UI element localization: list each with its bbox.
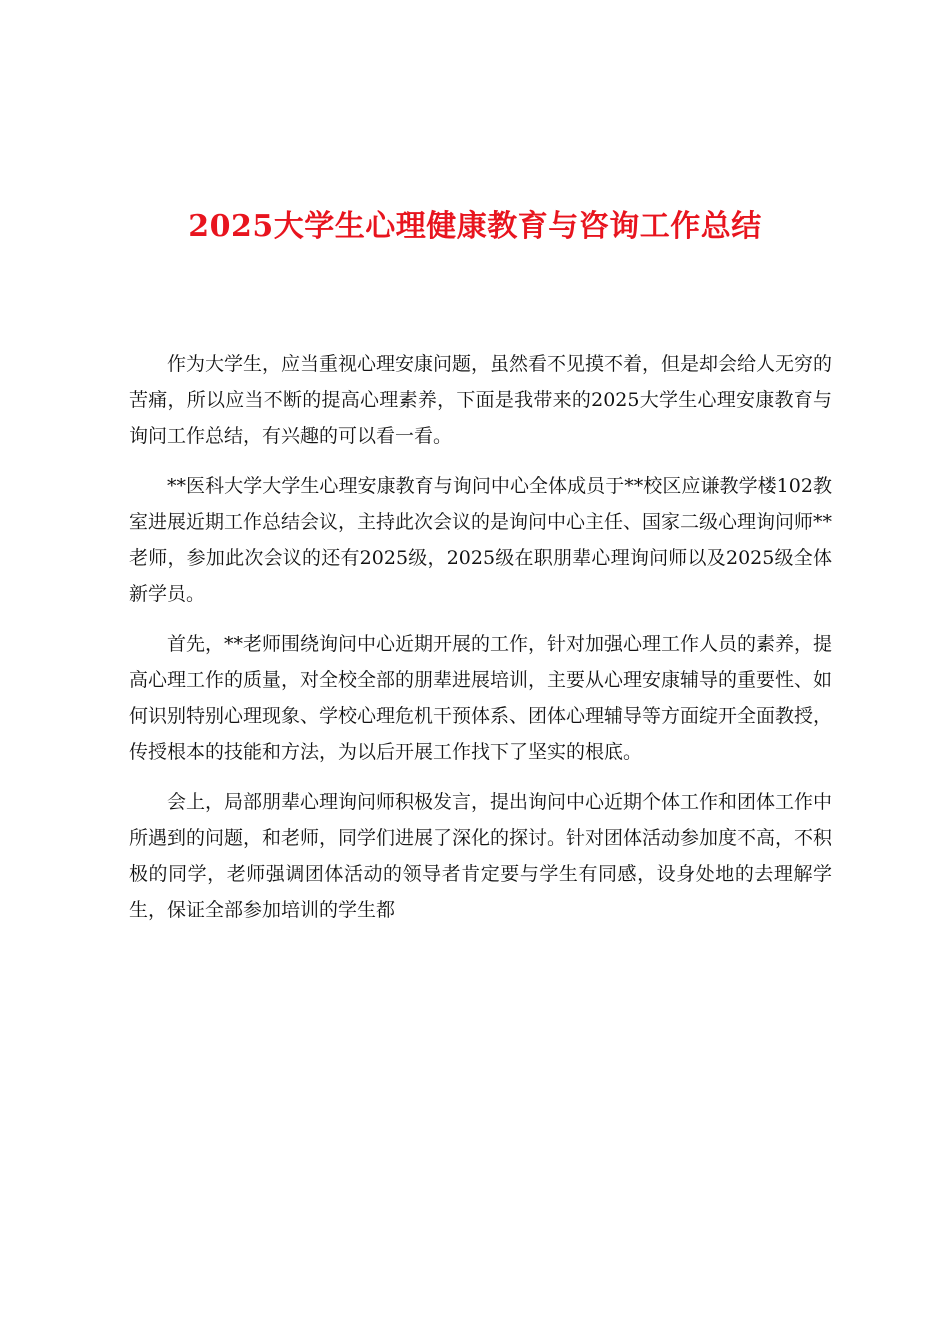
document-title: 2025大学生心理健康教育与咨询工作总结 [188, 209, 762, 244]
paragraph-discussion: 会上，局部朋辈心理询问师积极发言，提出询问中心近期个体工作和团体工作中所遇到的问题，和老师，同学们进展了深化的探讨。针对团体活动参加度不高，不积极的同学，老师强调团体活动的领导者肯定要与学生有同感，设身处地的去理解学生，保证全部参加培训的学生都 [129, 791, 833, 921]
paragraph-training: 首先，**老师围绕询问中心近期开展的工作，针对加强心理工作人员的素养，提高心理工作的质量，对全校全部的朋辈进展培训，主要从心理安康辅导的重要性、如何识别特别心理现象、学校心理危机干预体系、团体心理辅导等方面绽开全面教授，传授根本的技能和方法，为以后开展工作找下了坚实的根底。 [129, 633, 833, 763]
paragraph-meeting: **医科大学大学生心理安康教育与询问中心全体成员于**校区应谦教学楼102教室进展近期工作总结会议，主持此次会议的是询问中心主任、国家二级心理询问师**老师，参加此次会议的还有2025级，2025级在职朋辈心理询问师以及2025级全体新学员。 [129, 475, 833, 605]
paragraph-intro: 作为大学生，应当重视心理安康问题，虽然看不见摸不着，但是却会给人无穷的苦痛，所以应当不断的提高心理素养，下面是我带来的2025大学生心理安康教育与询问工作总结，有兴趣的可以看一看。 [129, 353, 833, 447]
document-body [129, 346, 832, 942]
